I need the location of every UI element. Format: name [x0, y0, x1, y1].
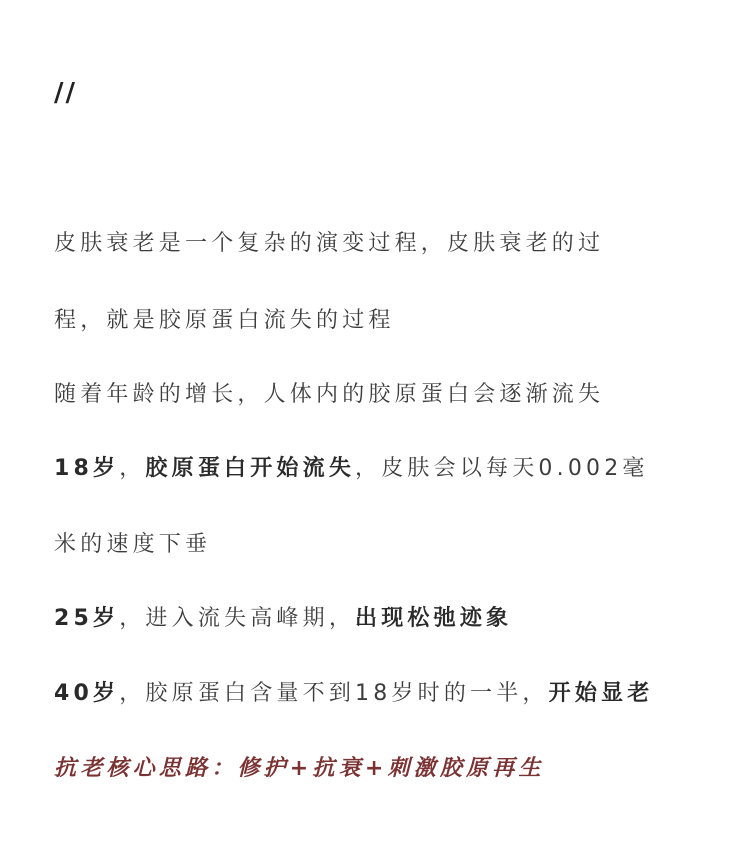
age-40-label: 40岁: [54, 681, 120, 706]
paragraph-1-line-1: 皮肤衰老是一个复杂的演变过程，皮肤衰老的过: [54, 231, 605, 256]
section-divider-mark: //: [54, 78, 77, 108]
collagen-half-text: ，胶原蛋白含量不到18岁时的一半，: [119, 681, 549, 706]
paragraph-1-line-2: 程，就是胶原蛋白流失的过程: [54, 308, 395, 333]
aging-visible: 开始显老: [548, 681, 654, 706]
sagging-rate-text: ，皮肤会以每天0.002毫: [355, 456, 649, 481]
separator: ，: [119, 456, 146, 481]
anti-aging-core-idea: 抗老核心思路：修护+抗衰+刺激胶原再生: [54, 756, 545, 781]
age-18-label: 18岁: [54, 456, 120, 481]
collagen-loss-start: 胶原蛋白开始流失: [145, 456, 356, 481]
paragraph-2: 随着年龄的增长，人体内的胶原蛋白会逐渐流失: [54, 382, 605, 407]
paragraph-3-line-1: [54, 454, 649, 484]
sagging-signs: 出现松弛迹象: [355, 606, 513, 631]
paragraph-3-line-2: 米的速度下垂: [54, 532, 212, 557]
paragraph-4: [54, 604, 512, 634]
paragraph-5: [54, 679, 653, 709]
peak-loss-text: ，进入流失高峰期，: [119, 606, 356, 631]
age-25-label: 25岁: [54, 606, 120, 631]
